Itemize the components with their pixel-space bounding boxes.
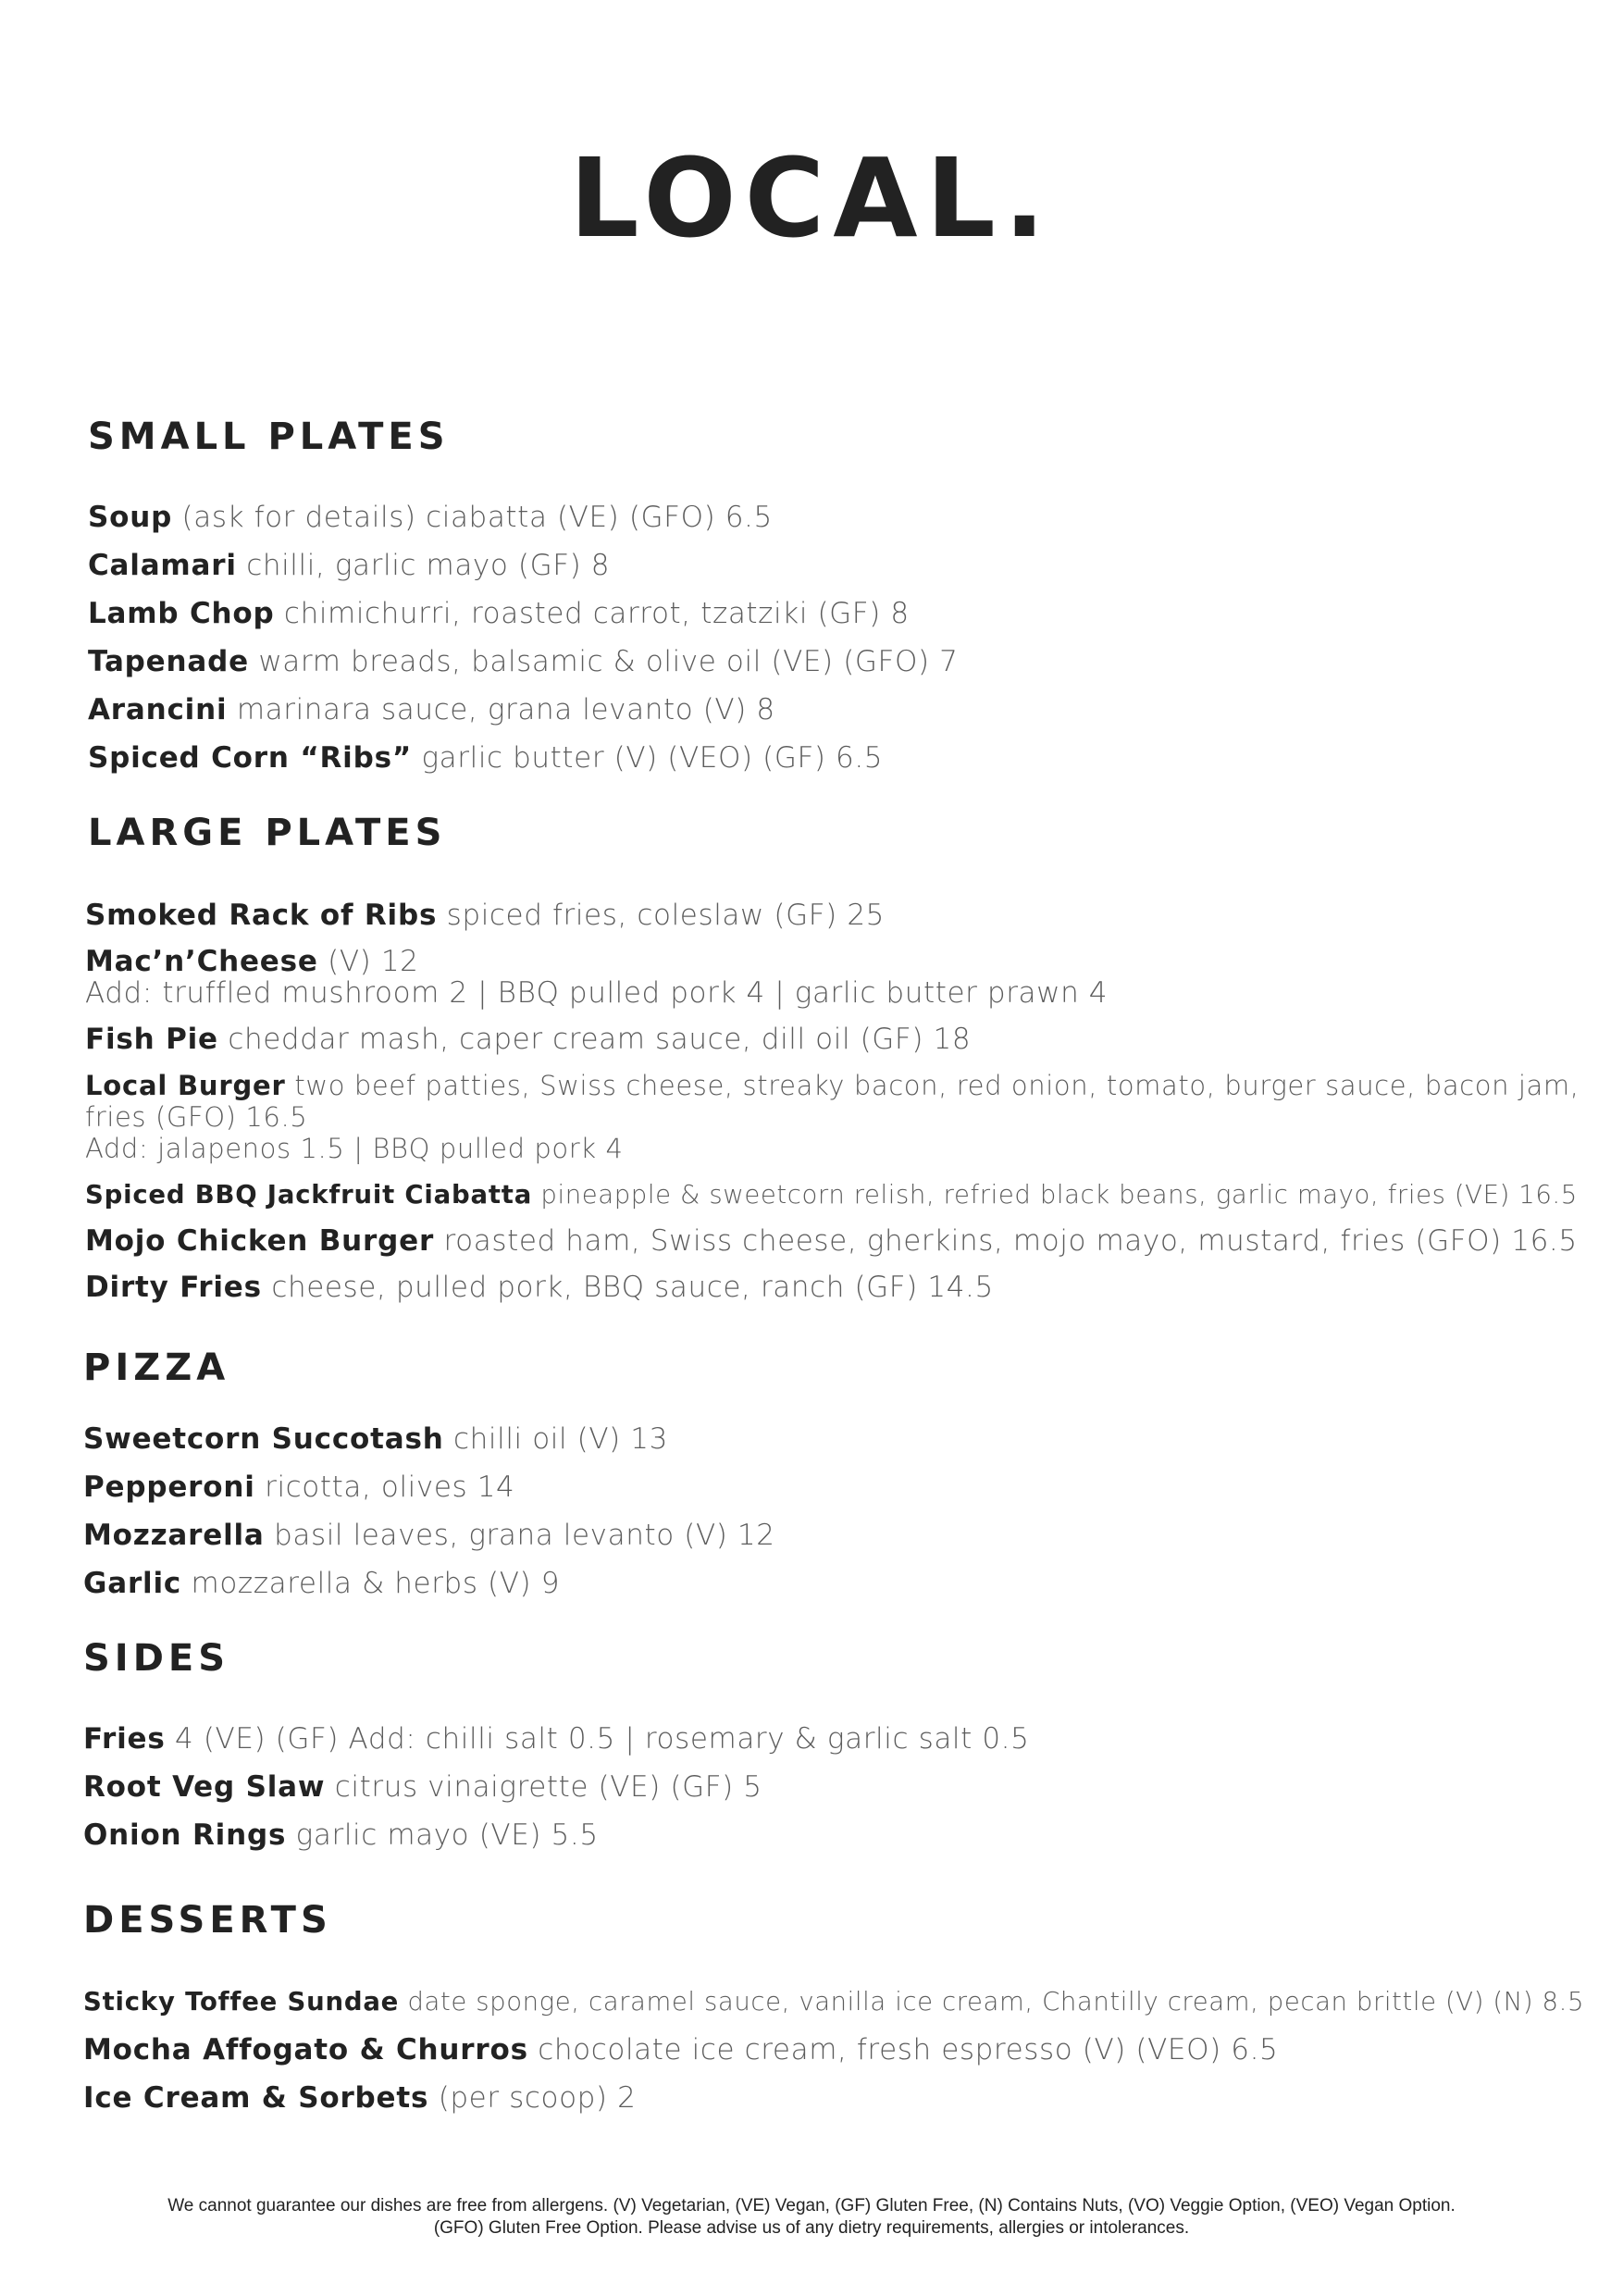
item-name: Sweetcorn Succotash (83, 1422, 444, 1456)
item-desc: garlic mayo (VE) 5.5 (286, 1818, 599, 1852)
item-name: Calamari (88, 549, 237, 582)
section-title-pizza: PIZZA (83, 1347, 230, 1389)
item-desc: warm breads, balsamic & olive oil (VE) (GFO) 7 (248, 645, 959, 678)
item-name: Fish Pie (85, 1023, 218, 1056)
item-name: Garlic (83, 1567, 182, 1600)
item-desc: cheddar mash, caper cream sauce, dill oil (GF) 18 (217, 1023, 972, 1056)
menu-item (88, 598, 910, 630)
item-desc: pineapple & sweetcorn relish, refried black beans, garlic mayo, fries (VE) 16.5 (532, 1180, 1578, 1210)
section-title-sides: SIDES (83, 1637, 230, 1680)
item-desc-continued: fries (GFO) 16.5 (85, 1101, 308, 1133)
item-desc: garlic butter (V) (VEO) (GF) 6.5 (412, 741, 884, 775)
disclaimer-line-2: (GFO) Gluten Free Option. Please advise us of any dietry requirements, allergies or intolerances. (433, 2218, 1190, 2238)
menu-item (88, 694, 775, 726)
item-addons: Add: truffled mushroom 2 | BBQ pulled pork 4 | garlic butter prawn 4 (85, 976, 1109, 1010)
disclaimer-line-1: We cannot guarantee our dishes are free from allergens. (V) Vegetarian, (VE) Vegan, (GF) Gluten Free, (N) Contains Nuts, (VO) Veggie Option, (VEO) Vegan Option. (167, 2196, 1456, 2215)
item-name: Local Burger (85, 1070, 286, 1101)
item-name: Root Veg Slaw (83, 1770, 326, 1804)
item-desc: basil leaves, grana levanto (V) 12 (264, 1519, 775, 1552)
item-name: Mocha Affogato & Churros (83, 2033, 528, 2066)
menu-item (85, 1024, 971, 1056)
item-desc: date sponge, caramel sauce, vanilla ice cream, Chantilly cream, pecan brittle (V) (N) 8.5 (399, 1987, 1585, 2017)
item-name: Smoked Rack of Ribs (85, 899, 438, 932)
item-name: Soup (88, 501, 173, 534)
menu-item (83, 2034, 1278, 2066)
item-name: Fries (83, 1722, 166, 1756)
menu-item (88, 550, 610, 582)
menu-item (88, 502, 773, 534)
item-name: Lamb Chop (88, 597, 275, 630)
item-name: Mojo Chicken Burger (85, 1224, 435, 1258)
item-addons: Add: jalapenos 1.5 | BBQ pulled pork 4 (85, 1133, 624, 1164)
item-desc: (V) 12 (317, 945, 419, 978)
item-name: Onion Rings (83, 1818, 287, 1852)
section-title-small-plates: SMALL PLATES (88, 416, 450, 458)
menu-item (88, 742, 883, 775)
item-name: Spiced BBQ Jackfruit Ciabatta (85, 1180, 533, 1210)
menu-item (83, 1471, 514, 1504)
item-desc: citrus vinaigrette (VE) (GF) 5 (325, 1770, 762, 1804)
menu-item (83, 1423, 668, 1456)
item-name: Pepperoni (83, 1471, 255, 1504)
brand-logo: LOCAL. (569, 134, 1054, 262)
menu-item (83, 1819, 599, 1852)
menu-item (85, 900, 885, 932)
item-desc: spiced fries, coleslaw (GF) 25 (437, 899, 885, 932)
menu-item (85, 1225, 1578, 1258)
menu-item (85, 1179, 1578, 1211)
menu-item (83, 1771, 762, 1804)
item-desc: chimichurri, roasted carrot, tzatziki (GF) 8 (274, 597, 910, 630)
item-name: Tapenade (88, 645, 249, 678)
item-desc: (ask for details) ciabatta (VE) (GFO) 6.5 (172, 501, 773, 534)
section-title-large-plates: LARGE PLATES (88, 812, 447, 854)
item-desc: cheese, pulled pork, BBQ sauce, ranch (GF) 14.5 (261, 1271, 994, 1304)
item-name: Sticky Toffee Sundae (83, 1987, 400, 2017)
item-desc: two beef patties, Swiss cheese, streaky bacon, red onion, tomato, burger sauce, bacon jam, (285, 1070, 1580, 1101)
item-name: Mac’n’Cheese (85, 945, 318, 978)
item-name: Dirty Fries (85, 1271, 262, 1304)
item-name: Mozzarella (83, 1519, 265, 1552)
item-desc: chilli, garlic mayo (GF) 8 (236, 549, 611, 582)
item-desc: (per scoop) 2 (428, 2081, 637, 2115)
item-desc: chilli oil (V) 13 (443, 1422, 668, 1456)
menu-item (88, 646, 958, 678)
menu-item (83, 1986, 1584, 2018)
menu-item (83, 1723, 1029, 1756)
item-desc: marinara sauce, grana levanto (V) 8 (227, 693, 775, 726)
menu-item (85, 1070, 1580, 1164)
item-name: Spiced Corn “Ribs” (88, 741, 413, 775)
item-desc: chocolate ice cream, fresh espresso (V) (VEO) 6.5 (527, 2033, 1279, 2066)
menu-item (83, 2082, 636, 2115)
menu-item (83, 1520, 775, 1552)
item-desc: ricotta, olives 14 (254, 1471, 515, 1504)
section-title-desserts: DESSERTS (83, 1899, 332, 1942)
item-desc: mozzarella & herbs (V) 9 (181, 1567, 561, 1600)
item-name: Ice Cream & Sorbets (83, 2081, 429, 2115)
allergen-disclaimer (0, 2195, 1623, 2240)
item-desc: 4 (VE) (GF) Add: chilli salt 0.5 | rosemary & garlic salt 0.5 (165, 1722, 1030, 1756)
item-desc: roasted ham, Swiss cheese, gherkins, mojo mayo, mustard, fries (GFO) 16.5 (434, 1224, 1578, 1258)
menu-item (83, 1568, 560, 1600)
item-name: Arancini (88, 693, 228, 726)
menu-item (85, 1272, 994, 1304)
menu-item (85, 946, 1108, 1009)
